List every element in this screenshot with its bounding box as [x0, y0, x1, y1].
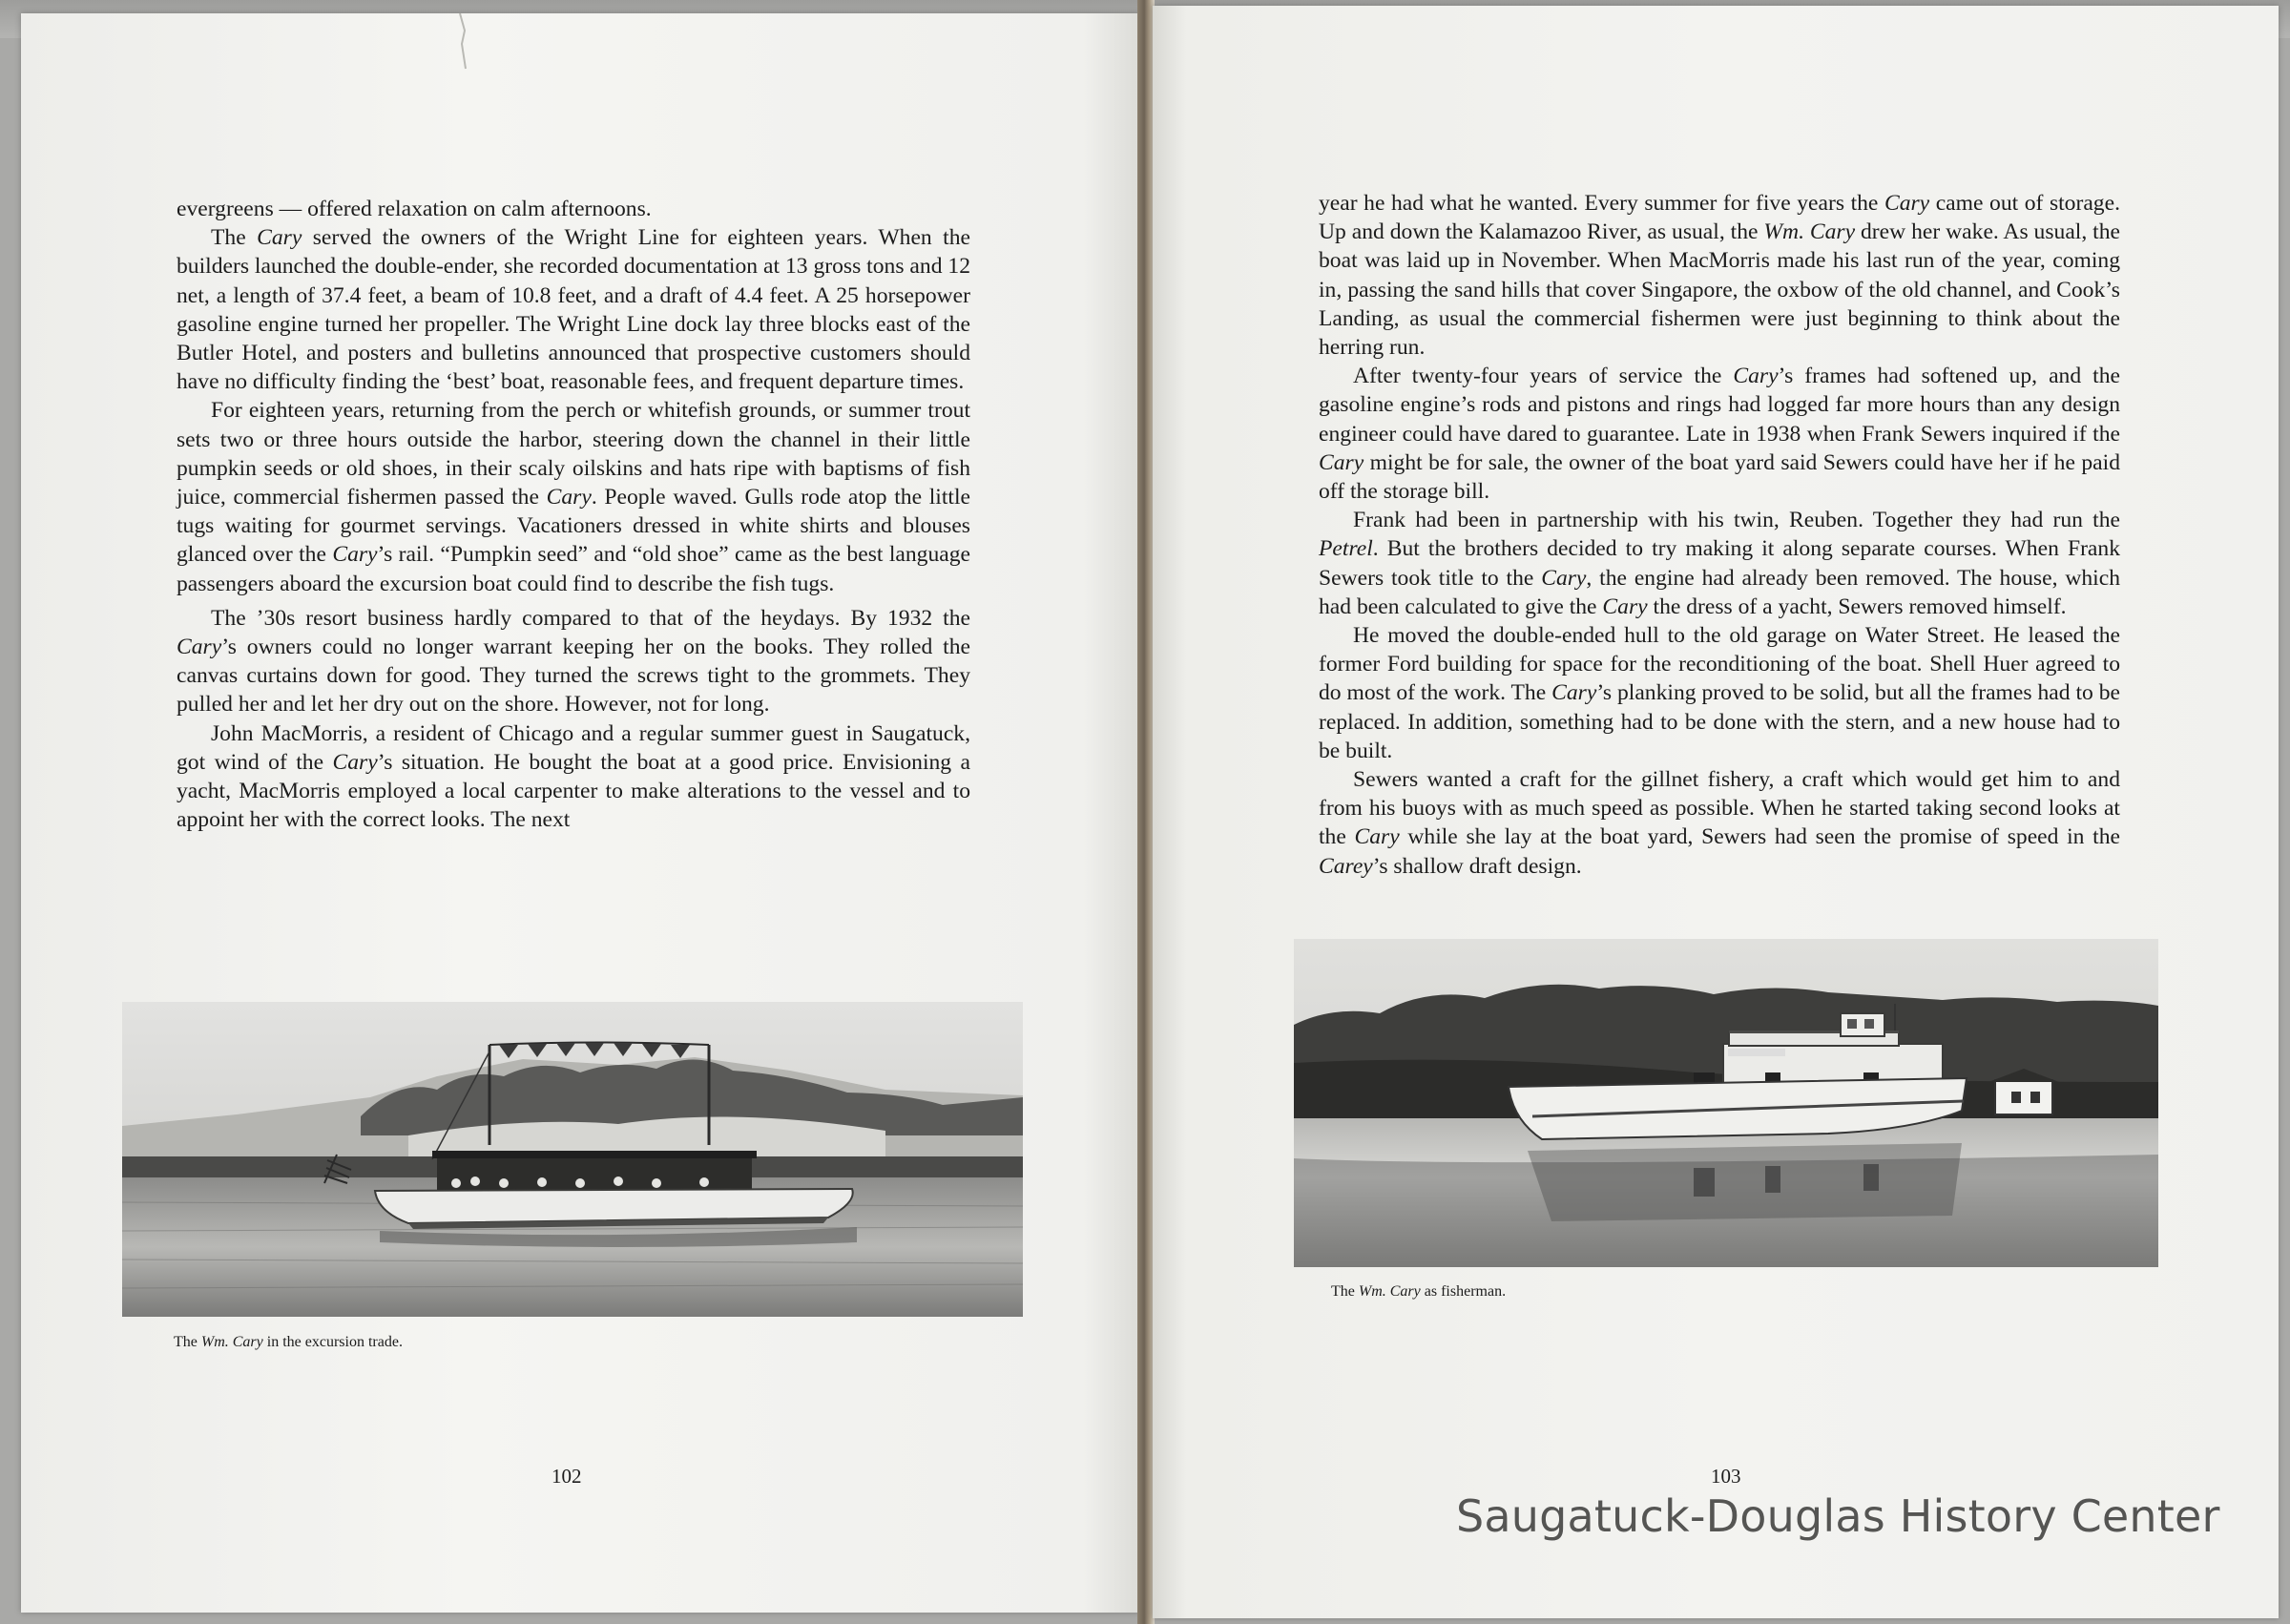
caption-suffix: as fisherman. — [1420, 1283, 1507, 1300]
italic-run: Cary — [1602, 593, 1648, 619]
text-run: ’s rail. “Pumpkin seed” and “old shoe” came as the best language passengers aboard the excursion boat could find to describe the fish tugs. — [177, 542, 970, 596]
text-run: ’s situation. He bought the boat at a good price. Envisioning a yacht, MacMorris employed a local carpenter to make alterations to the vessel and to appoint her with the correct looks. The next — [177, 749, 970, 833]
text-run: After twenty-four years of service the — [1353, 364, 1734, 389]
italic-run: Cary — [177, 635, 222, 660]
text-run: served the owners of the Wright Line for eighteen years. When the builders launched the double-ender, she recorded documentation at 13 gross tons and 12 net, a length of 37.4 feet, a beam of 10.8 feet, and a draft of 4.4 feet. A 25 horsepower gasoline engine turned her propeller. The Wright Line dock lay three blocks east of the Butler Hotel, and posters and bulletins announced that prospective customers should have no difficulty finding the ‘best’ boat, reasonable fees, and frequent departure times. — [177, 225, 970, 395]
text-run: might be for sale, the owner of the boat yard said Sewers could have her if he paid off the storage bill. — [1319, 449, 2120, 505]
text-run: He moved the double-ended hull to the old garage on Water Street. He leased the former Ford building for space for the reconditioning of the boat. Shell Huer agreed to do most of the work. The — [1319, 623, 2120, 706]
left-photo-caption — [174, 1334, 403, 1351]
italic-run: Cary — [332, 749, 378, 775]
text-run: while she lay at the boat yard, Sewers had seen the promise of speed in the — [1399, 824, 2120, 850]
text-run: For eighteen years, returning from the perch or whitefish grounds, or summer trout sets two or three hours outside the harbor, steering down the channel in their little pumpkin seeds or old shoes, in their scaly oilskins and hats ripe with baptisms of fish juice, commercial fishermen passed the — [177, 398, 970, 510]
paragraph — [1319, 765, 2120, 881]
left-page-body — [177, 195, 970, 834]
text-run: John MacMorris, a resident of Chicago and a regular summer guest in Saugatuck, got wind of the — [177, 720, 970, 775]
paragraph — [177, 604, 970, 719]
page-number-left: 102 — [552, 1465, 582, 1488]
archive-watermark: Saugatuck-Douglas History Center — [1456, 1490, 2220, 1542]
italic-run: Cary — [1541, 565, 1587, 591]
italic-run: Petrel — [1319, 536, 1373, 562]
paragraph — [1319, 506, 2120, 621]
paragraph — [177, 195, 970, 223]
text-run: came out of storage. Up and down the Kalamazoo River, as usual, the — [1319, 191, 2120, 245]
text-run: evergreens — offered relaxation on calm afternoons. — [177, 197, 652, 221]
text-run: The ’30s resort business hardly compared to that of the heydays. By 1932 the — [211, 605, 970, 631]
right-photo-caption — [1331, 1283, 1506, 1301]
text-run: . People waved. Gulls rode atop the little tugs waiting for gourmet servings. Vacationers dressed in white shirts and blouses glanced over the — [177, 485, 970, 568]
italic-run: Cary — [257, 225, 302, 251]
right-page-body — [1319, 189, 2120, 881]
paragraph — [177, 719, 970, 835]
page-tear-mark — [456, 13, 469, 71]
paragraph — [1319, 189, 2120, 362]
paragraph — [177, 396, 970, 597]
italic-run: Cary — [546, 485, 592, 510]
caption-suffix: in the excursion trade. — [262, 1334, 403, 1350]
italic-run: Cary — [1319, 449, 1364, 475]
italic-run: Carey — [1319, 853, 1373, 879]
text-run: The — [211, 225, 258, 251]
paragraph — [1319, 362, 2120, 506]
text-run: , the engine had already been removed. The house, which had been calculated to give the — [1319, 565, 2120, 619]
text-run: drew her wake. As usual, the boat was laid up in November. When MacMorris made his last run of the year, coming in, passing the sand hills that cover Singapore, the oxbow of the old channel, and Cook’s Landing, as usual the commercial fishermen were just beginning to think about the herring run. — [1319, 219, 2121, 361]
text-run: ’s frames had softened up, and the gasoline engine’s rods and pistons and rings had logged far more hours than any design engineer could have dared to guarantee. Late in 1938 when Frank Sewers inquired if the — [1319, 364, 2120, 447]
caption-vessel-name: Wm. Cary — [200, 1334, 263, 1350]
caption-prefix: The — [1331, 1283, 1359, 1300]
page-number-right: 103 — [1711, 1465, 1741, 1488]
paragraph — [177, 223, 970, 396]
caption-prefix: The — [174, 1334, 201, 1350]
text-run: Frank had been in partnership with his twin, Reuben. Together they had run the — [1353, 508, 2120, 533]
text-run: the dress of a yacht, Sewers removed himself. — [1647, 593, 2067, 619]
paragraph — [1319, 621, 2120, 765]
caption-vessel-name: Wm. Cary — [1358, 1283, 1421, 1300]
italic-run: Cary — [332, 542, 378, 568]
text-run: year he had what he wanted. Every summer for five years the — [1319, 191, 1884, 216]
text-run: . But the brothers decided to try making it along separate courses. When Frank Sewers took title to the — [1319, 536, 2120, 591]
text-run: ’s owners could no longer warrant keeping her on the books. They rolled the canvas curtains down for good. They turned the screws tight to the grommets. They pulled her and let her dry out on the shore. However, not for long. — [177, 635, 970, 718]
italic-run: Cary — [1884, 191, 1930, 216]
fishing-boat-photo — [1294, 939, 2158, 1267]
italic-run: Cary — [1354, 824, 1400, 850]
italic-run: Wm. Cary — [1763, 219, 1856, 245]
excursion-boat-photo — [122, 1002, 1023, 1317]
text-run: ’s shallow draft design. — [1372, 853, 1582, 879]
italic-run: Cary — [1733, 364, 1779, 389]
italic-run: Cary — [1551, 680, 1597, 706]
text-run: Sewers wanted a craft for the gillnet fishery, a craft which would get him to and from his buoys with as much speed as possible. When he started taking second looks at the — [1319, 767, 2120, 850]
text-run: ’s planking proved to be solid, but all the frames had to be replaced. In addition, something had to be done with the stern, and a new house had to be built. — [1319, 680, 2120, 763]
